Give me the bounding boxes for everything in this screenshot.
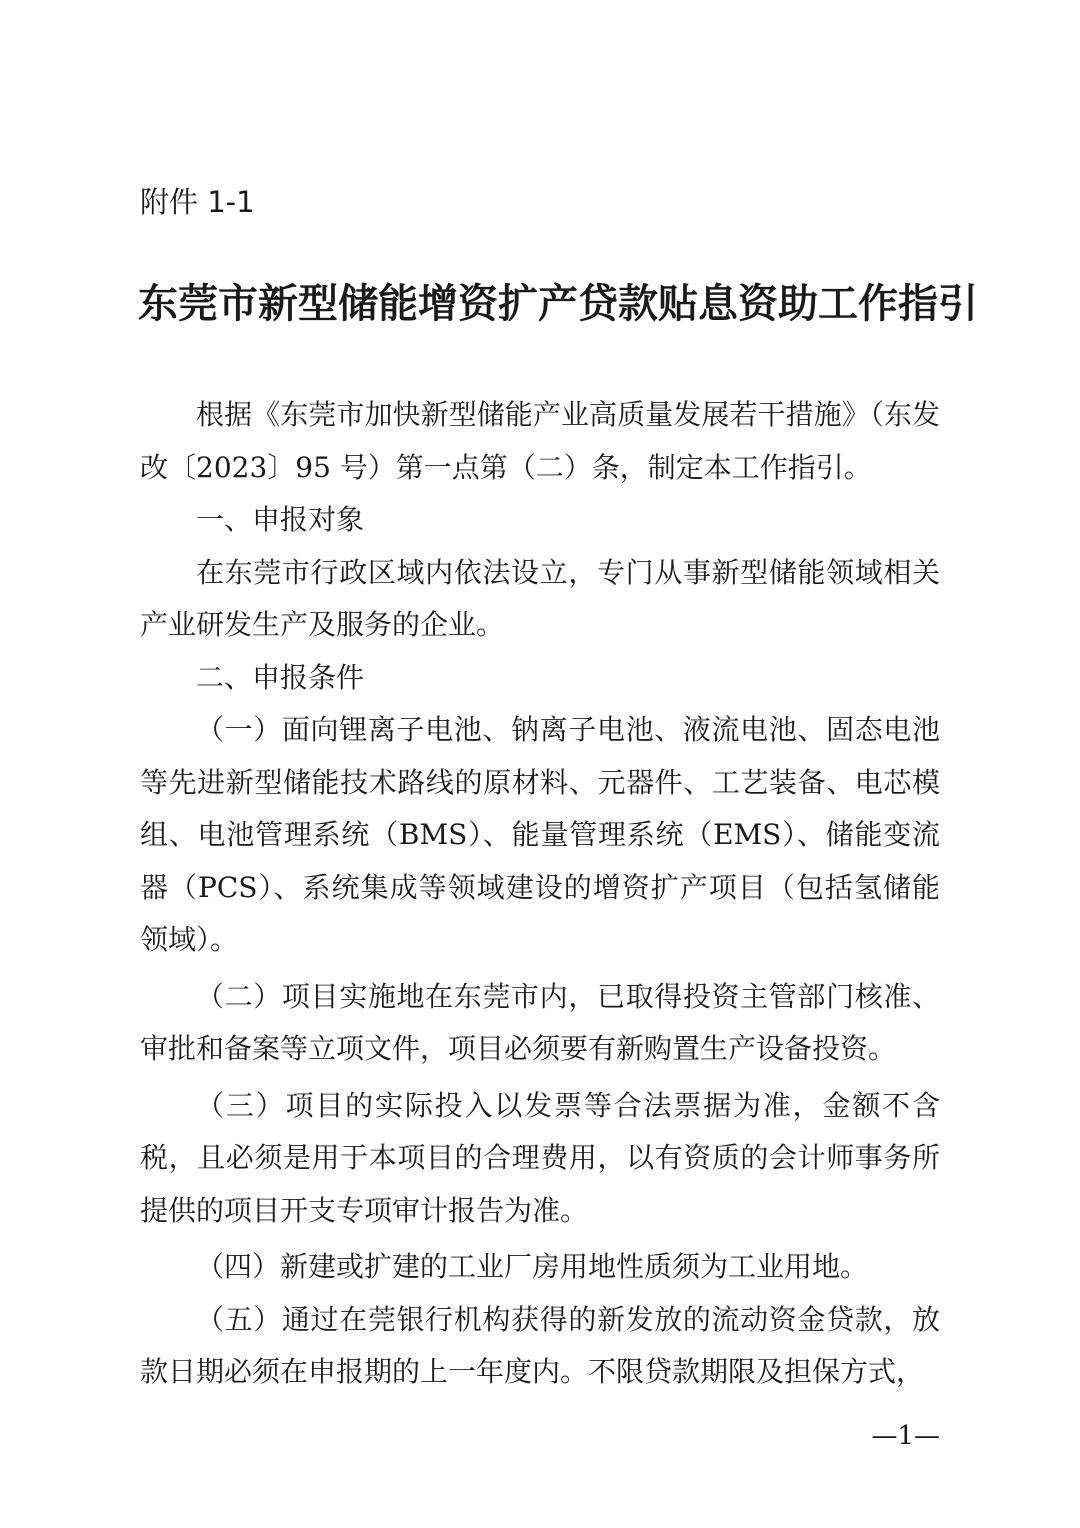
- condition-paragraph-3: （三）项目的实际投入以发票等合法票据为准，金额不含税，且必须是用于本项目的合理费用，以有资质的会计师事务所提供的项目开支专项审计报告为准。: [140, 1088, 940, 1227]
- condition-paragraph-1: （一）面向锂离子电池、钠离子电池、液流电池、固态电池等先进新型储能技术路线的原材料、元器件、工艺装备、电芯模组、电池管理系统（BMS）、能量管理系统（EMS）、储能变流器（PCS）、系统集成等领域建设的增资扩产项目（包括氢储能领域）。: [140, 713, 940, 956]
- condition-paragraph-5: （五）通过在莞银行机构获得的新发放的流动资金贷款，放款日期必须在申报期的上一年度内。不限贷款期限及担保方式，: [140, 1302, 940, 1388]
- section-heading-applicants: 一、申报对象: [196, 503, 365, 536]
- condition-paragraph-2: （二）项目实施地在东莞市内，已取得投资主管部门核准、审批和备案等立项文件，项目必须要有新购置生产设备投资。: [140, 979, 940, 1065]
- section-heading-conditions: 二、申报条件: [196, 660, 365, 694]
- page-number: —1—: [871, 1421, 940, 1451]
- intro-paragraph: 根据《东莞市加快新型储能产业高质量发展若干措施》（东发改〔2023〕95 号）第一点第（二）条，制定本工作指引。: [140, 398, 940, 484]
- paragraph-applicants: 在东莞市行政区域内依法设立，专门从事新型储能领域相关产业研发生产及服务的企业。: [140, 555, 940, 641]
- attachment-label: 附件 1-1: [140, 185, 255, 219]
- condition-paragraph-4: （四）新建或扩建的工业厂房用地性质须为工业用地。: [196, 1250, 869, 1283]
- document-title: 东莞市新型储能增资扩产贷款贴息资助工作指引: [138, 280, 978, 327]
- document-body: [140, 389, 940, 1399]
